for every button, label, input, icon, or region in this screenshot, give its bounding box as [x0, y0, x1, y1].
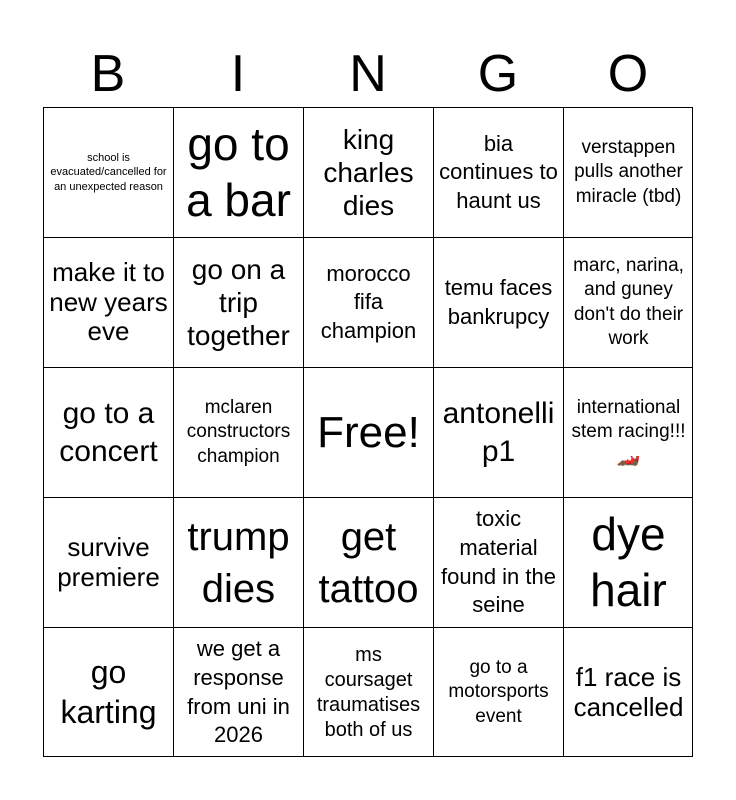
header-letter-i: I — [230, 45, 246, 103]
cell-label: go to a bar — [186, 118, 291, 226]
header-letter-n: N — [349, 45, 387, 103]
bingo-cell-r1-c4[interactable] — [433, 107, 563, 237]
bingo-cell-r1-c5[interactable] — [563, 107, 693, 237]
bingo-cell-r5-c3[interactable] — [303, 627, 433, 757]
bingo-cell-r4-c2[interactable] — [173, 497, 303, 627]
bingo-cell-r2-c1[interactable] — [43, 237, 173, 367]
cell-label: antonelli p1 — [442, 397, 555, 468]
free-space-label: Free! — [317, 407, 420, 457]
bingo-cell-r4-c3[interactable] — [303, 497, 433, 627]
bingo-cell-r3-c3-free[interactable] — [303, 367, 433, 497]
cell-label: go on a trip together — [187, 253, 290, 352]
cell-label: toxic material found in the seine — [441, 506, 556, 618]
bingo-cell-r5-c1[interactable] — [43, 627, 173, 757]
cell-label: king charles dies — [323, 123, 414, 222]
cell-label: go karting — [60, 654, 157, 730]
cell-label: mclaren constructors champion — [186, 397, 291, 467]
cell-label: survive premiere — [57, 531, 160, 592]
bingo-cell-r2-c3[interactable] — [303, 237, 433, 367]
cell-label: get tattoo — [318, 514, 419, 611]
bingo-cell-r3-c5[interactable] — [563, 367, 693, 497]
cell-label: morocco fifa champion — [320, 260, 417, 343]
cell-label: bia continues to haunt us — [439, 130, 558, 213]
header-letter-g: G — [477, 45, 519, 103]
bingo-cell-r1-c2[interactable] — [173, 107, 303, 237]
bingo-header — [43, 42, 693, 106]
cell-label: we get a response from uni in 2026 — [187, 636, 290, 748]
bingo-cell-r3-c4[interactable] — [433, 367, 563, 497]
bingo-cell-r1-c1[interactable] — [43, 107, 173, 237]
bingo-cell-r3-c1[interactable] — [43, 367, 173, 497]
bingo-cell-r4-c4[interactable] — [433, 497, 563, 627]
cell-label: ms coursaget traumatises both of us — [316, 643, 421, 741]
cell-label: dye hair — [590, 508, 667, 616]
cell-label: trump dies — [187, 514, 290, 611]
bingo-cell-r5-c2[interactable] — [173, 627, 303, 757]
bingo-cell-r4-c5[interactable] — [563, 497, 693, 627]
cell-label: school is evacuated/cancelled for an unexpected reason — [50, 152, 167, 193]
bingo-cell-r5-c5[interactable] — [563, 627, 693, 757]
header-letter-b: B — [90, 45, 126, 103]
cell-label: marc, narina, and guney don't do their work — [573, 254, 684, 349]
header-letter-o: O — [607, 45, 649, 103]
bingo-cell-r2-c5[interactable] — [563, 237, 693, 367]
bingo-cell-r1-c3[interactable] — [303, 107, 433, 237]
cell-label: verstappen pulls another miracle (tbd) — [574, 137, 683, 207]
cell-label: go to a motorsports event — [448, 657, 549, 727]
bingo-cell-r3-c2[interactable] — [173, 367, 303, 497]
cell-label: make it to new years eve — [49, 256, 168, 347]
bingo-cell-r5-c4[interactable] — [433, 627, 563, 757]
bingo-cell-r2-c2[interactable] — [173, 237, 303, 367]
cell-label: f1 race is cancelled — [573, 661, 684, 722]
cell-label: international stem racing!!! 🏎️ — [571, 397, 686, 467]
cell-label: go to a concert — [59, 397, 158, 468]
bingo-board — [43, 107, 693, 757]
cell-label: temu faces bankrupcy — [444, 274, 553, 329]
bingo-cell-r4-c1[interactable] — [43, 497, 173, 627]
bingo-cell-r2-c4[interactable] — [433, 237, 563, 367]
